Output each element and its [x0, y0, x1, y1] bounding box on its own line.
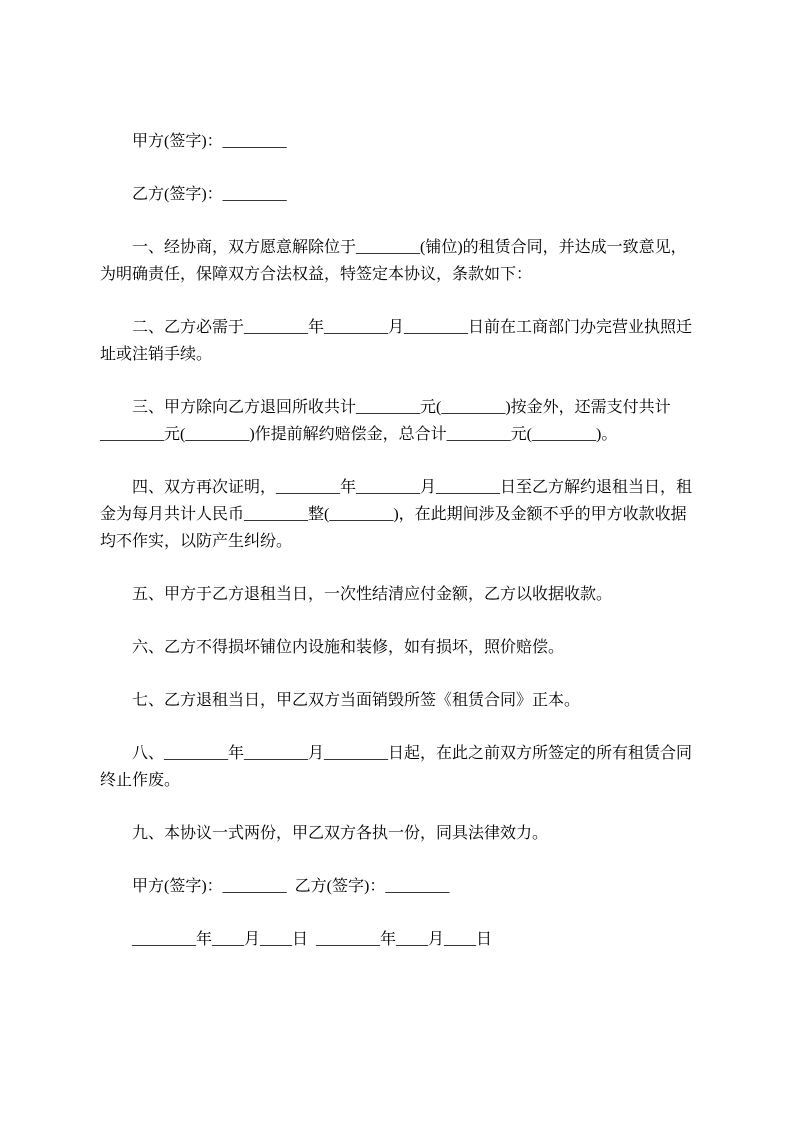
party-b-signature-line-top: 乙方(签字)：________ — [132, 186, 287, 203]
signature-line-both-parties: 甲方(签字)：________ 乙方(签字)：________ — [132, 878, 450, 895]
clause-2: 二、乙方必需于________年________月________日前在工商部门办完营业执照迁址或注销手续。 — [100, 319, 693, 363]
date-line-both-parties: ________年____月____日 ________年____月____日 — [132, 931, 493, 948]
clause-3: 三、甲方除向乙方退回所收共计________元(________)按金外，还需支付共计________元(________)作提前解约赔偿金，总合计________元(________)。 — [100, 399, 671, 443]
clause-6: 六、乙方不得损坏铺位内设施和装修，如有损坏，照价赔偿。 — [132, 639, 565, 656]
clause-8: 八、________年________月________日起，在此之前双方所签定的所有租赁合同终止作废。 — [100, 745, 693, 789]
clause-1: 一、经协商，双方愿意解除位于________(铺位)的租赁合同，并达成一致意见，为明确责任，保障双方合法权益，特签定本协议，条款如下： — [100, 239, 687, 283]
clause-4: 四、双方再次证明，________年________月________日至乙方解约退租当日，租金为每月共计人民币________整(________)，在此期间涉及金额不乎的甲方收款收据均不作实，以防产生纠纷。 — [100, 479, 693, 550]
clause-9: 九、本协议一式两份，甲乙双方各执一份，同具法律效力。 — [132, 825, 549, 842]
clause-7: 七、乙方退租当日，甲乙双方当面销毁所签《租赁合同》正本。 — [132, 692, 581, 709]
party-a-signature-line-top: 甲方(签字)：________ — [132, 133, 287, 150]
clause-5: 五、甲方于乙方退租当日，一次性结清应付金额，乙方以收据收款。 — [132, 586, 613, 603]
